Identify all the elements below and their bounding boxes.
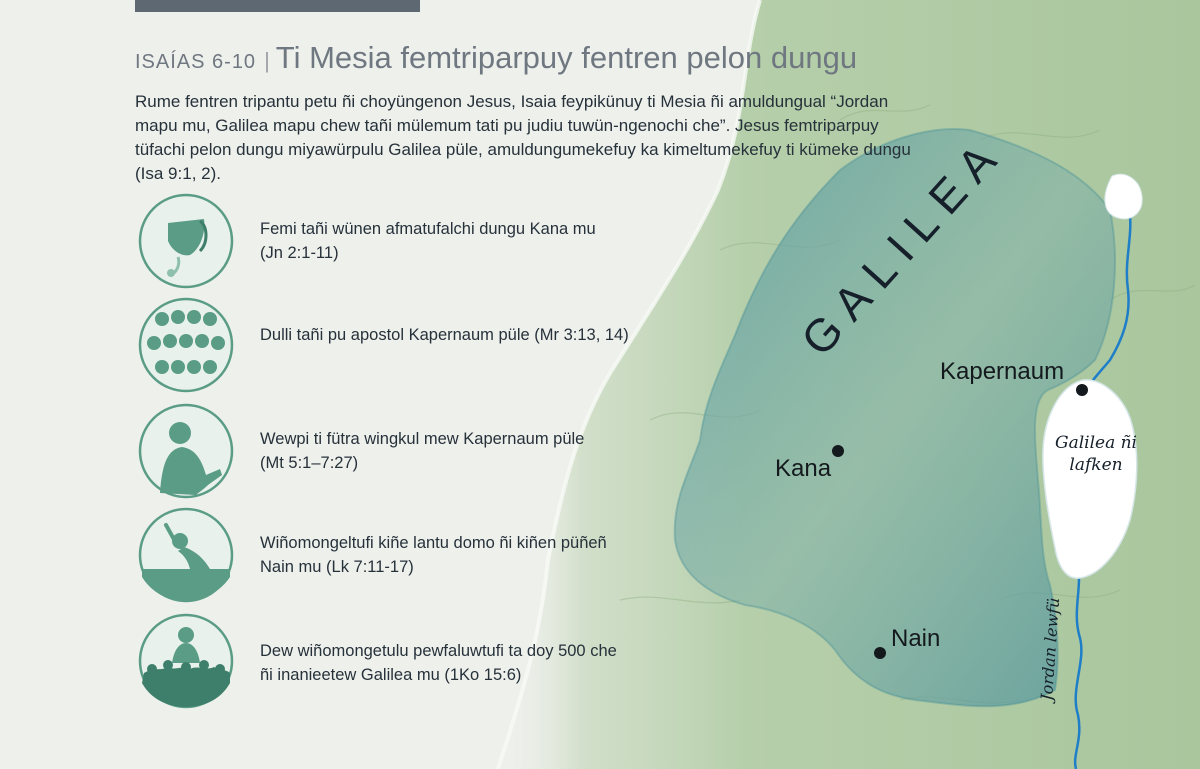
kana-dot [832, 445, 844, 457]
kapernaum-label: Kapernaum [940, 358, 1065, 385]
lake-label-line1: Galilea ñi [1054, 433, 1137, 453]
event-text [260, 531, 700, 579]
event-item-appeared-500 [138, 613, 698, 709]
event-line: Dew wiñomongetulu pewfaluwtufi ta doy 500 che [260, 642, 617, 660]
event-line: Femi tañi wünen afmatufalchi dungu Kana mu [260, 220, 596, 238]
event-line: Dulli tañi pu apostol Kapernaum püle (Mr 3:13, 14) [260, 326, 629, 344]
page-heading [135, 40, 935, 76]
kapernaum-dot [1076, 384, 1088, 396]
event-item-water-to-wine [138, 193, 698, 289]
lake-label-line2: lafken [1069, 455, 1123, 475]
preaching-jesus-icon [138, 403, 234, 499]
scripture-reference: ISAÍAS 6-10 [135, 51, 257, 73]
event-reference: ñi inanieetew Galilea mu (1Ko 15:6) [260, 666, 522, 684]
event-reference: (Mt 5:1–7:27) [260, 454, 359, 472]
intro-paragraph: Rume fentren tripantu petu ñi choyüngenon Jesus, Isaia feypikünuy ti Mesia ñi amuldungual “Jordan mapu mu, Galilea mapu chew tañi mülemum tati pu judiu tuwün-ngenochi che”. Jesus femtriparpuy tüfachi pelon dungu miyawürpulu Galilea püle, amuldungumekefuy ka kimeltumekefuy ti kümeke dungu (Isa 9:1, 2). [135, 92, 911, 183]
event-text [260, 639, 700, 687]
kana-label: Kana [775, 455, 832, 482]
crowd-witnesses-icon [138, 613, 234, 709]
event-line: Wiñomongeltufi kiñe lantu domo ñi kiñen püñeñ [260, 534, 607, 552]
galilea-region-label: GALILEA [790, 125, 1014, 366]
heading-separator: | [264, 48, 270, 73]
event-reference: (Jn 2:1-11) [260, 244, 339, 262]
jordan-river-label: Jordan lewfü [1037, 596, 1064, 702]
event-reference: Nain mu (Lk 7:11-17) [260, 558, 414, 576]
event-item-sermon-mount [138, 403, 698, 499]
event-text [260, 427, 700, 475]
event-item-chose-apostles [138, 297, 698, 393]
nain-dot [874, 647, 886, 659]
event-line: Wewpi ti fütra wingkul mew Kapernaum püle [260, 430, 585, 448]
event-text [260, 323, 700, 347]
sea-of-galilee-label [1036, 432, 1156, 476]
page-title: Ti Mesia femtriparpuy fentren pelon dungu [275, 40, 858, 75]
nain-label: Nain [891, 625, 941, 652]
top-accent-bar [135, 0, 420, 12]
event-text [260, 217, 700, 265]
resurrected-boy-icon [138, 507, 234, 603]
event-item-widow-son [138, 507, 698, 603]
apostles-group-icon [138, 297, 234, 393]
water-jar-icon [138, 193, 234, 289]
